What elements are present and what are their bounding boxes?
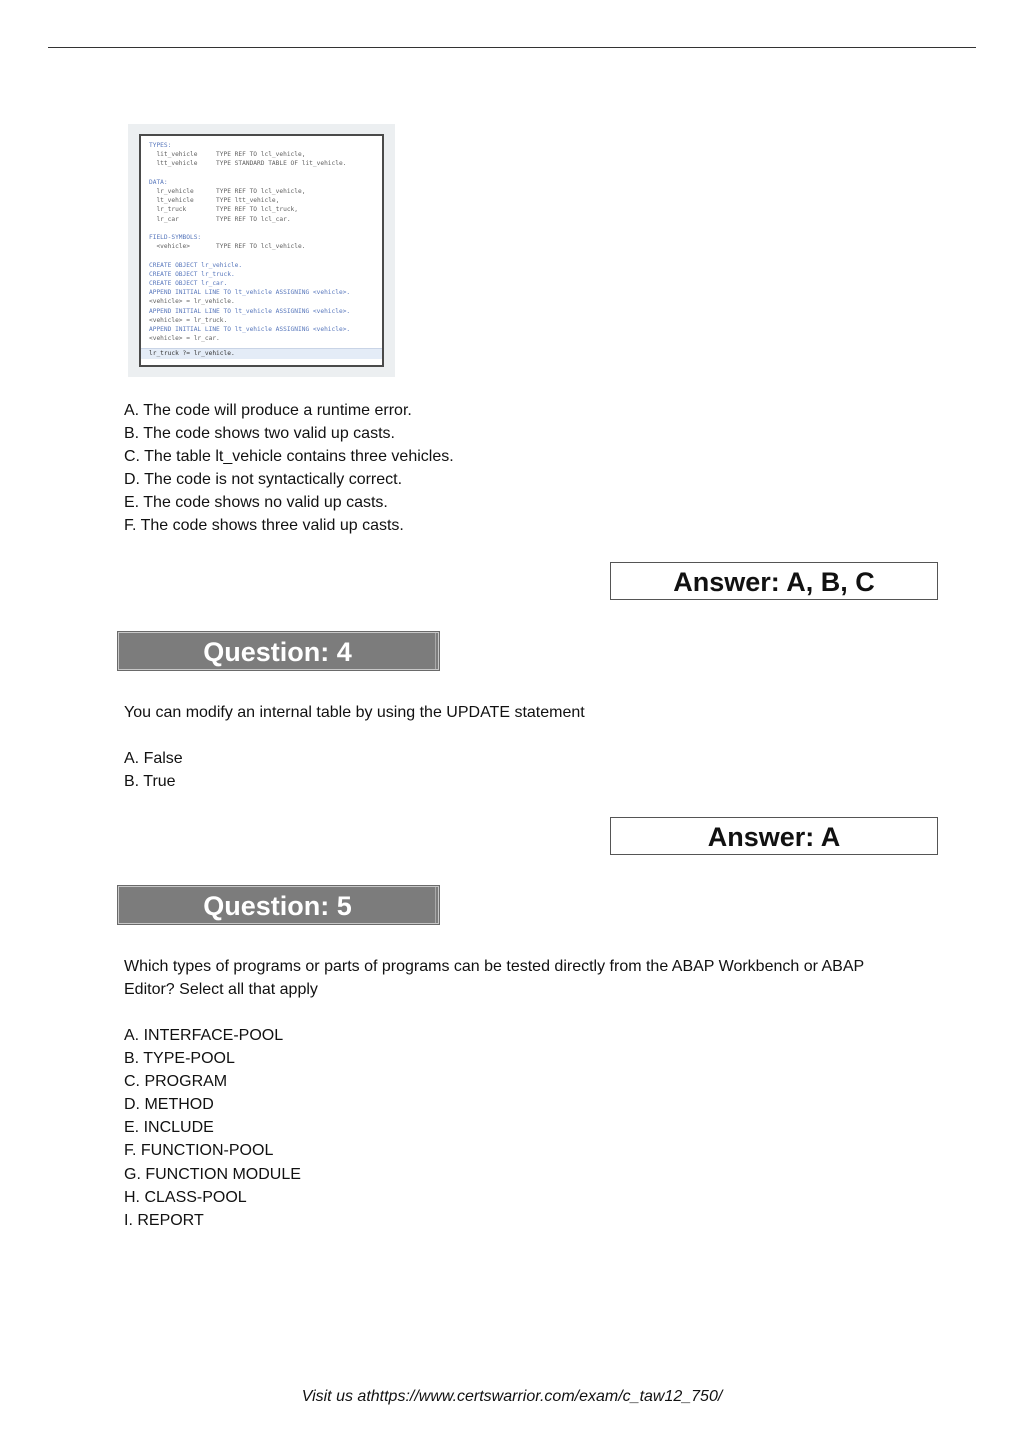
code-line: CREATE OBJECT lr_truck. xyxy=(149,270,235,278)
code-line: <vehicle> = lr_car. xyxy=(149,335,220,343)
q4-banner xyxy=(118,632,439,670)
option-a: A. False xyxy=(124,750,183,767)
option-a: A. INTERFACE-POOL xyxy=(124,1027,284,1044)
footer-link[interactable]: Visit us athttps://www.certswarrior.com/exam/c_taw12_750/ xyxy=(301,1388,723,1405)
code-lines xyxy=(149,141,376,343)
code-screenshot xyxy=(128,124,395,377)
code-line xyxy=(149,251,376,260)
code-line: lit_vehicle TYPE REF TO lcl_vehicle, xyxy=(149,151,306,159)
code-line: APPEND INITIAL LINE TO lt_vehicle ASSIGNING <vehicle>. xyxy=(149,326,351,334)
option-e: E. INCLUDE xyxy=(124,1119,214,1137)
option-c: C. PROGRAM xyxy=(124,1073,228,1091)
code-line: lr_truck TYPE REF TO lcl_truck, xyxy=(149,206,299,214)
q5-question-text xyxy=(124,955,864,1001)
code-line: CREATE OBJECT lr_vehicle. xyxy=(149,261,243,269)
q5-text-line-1: Which types of programs or parts of programs can be tested directly from the ABAP Workbench or ABAP xyxy=(124,958,865,975)
option-d: D. The code is not syntactically correct. xyxy=(124,471,403,489)
code-line: DATA: xyxy=(149,178,168,186)
q5-text-line-2: Editor? Select all that apply xyxy=(124,981,318,999)
option-i: I. REPORT xyxy=(124,1211,204,1229)
code-line: <vehicle> TYPE REF TO lcl_vehicle. xyxy=(149,243,306,251)
header-rule xyxy=(48,47,976,48)
code-line: TYPES: xyxy=(149,142,172,149)
banner-edge xyxy=(435,887,436,923)
option-b: B. TYPE-POOL xyxy=(124,1050,235,1068)
option-b: B. The code shows two valid up casts. xyxy=(124,425,395,443)
code-line: FIELD-SYMBOLS: xyxy=(149,234,202,241)
code-line: APPEND INITIAL LINE TO lt_vehicle ASSIGNING <vehicle>. xyxy=(149,307,351,315)
q3-answer-box: Answer: A, B, C xyxy=(610,562,938,600)
code-line: lt_vehicle TYPE ltt_vehicle, xyxy=(149,197,280,205)
q5-options xyxy=(124,1024,301,1232)
code-editor-frame xyxy=(139,134,384,367)
option-e: E. The code shows no valid up casts. xyxy=(124,494,388,512)
option-b: B. True xyxy=(124,773,176,791)
option-g: G. FUNCTION MODULE xyxy=(124,1165,301,1183)
q3-options xyxy=(124,399,454,538)
banner-edge xyxy=(435,633,436,669)
q4-options xyxy=(124,747,183,793)
option-h: H. CLASS-POOL xyxy=(124,1188,247,1206)
code-line: lr_car TYPE REF TO lcl_car. xyxy=(149,215,291,223)
option-d: D. METHOD xyxy=(124,1096,214,1114)
q4-title: Question: 4 xyxy=(203,637,352,667)
code-line: <vehicle> = lr_truck. xyxy=(149,316,228,324)
code-line xyxy=(149,169,376,178)
option-c: C. The table lt_vehicle contains three vehicles. xyxy=(124,448,454,466)
q4-answer-box: Answer: A xyxy=(610,817,938,855)
q5-title: Question: 5 xyxy=(203,891,352,921)
option-f: F. The code shows three valid up casts. xyxy=(124,517,404,535)
code-last-line: lr_truck ?= lr_vehicle. xyxy=(141,348,382,359)
option-a: A. The code will produce a runtime error. xyxy=(124,402,412,419)
code-line: CREATE OBJECT lr_car. xyxy=(149,280,228,287)
option-f: F. FUNCTION-POOL xyxy=(124,1142,274,1160)
q5-banner xyxy=(118,886,439,924)
code-line: ltt_vehicle TYPE STANDARD TABLE OF lit_vehicle. xyxy=(149,160,347,168)
q4-question-text: You can modify an internal table by using the UPDATE statement xyxy=(124,704,585,721)
code-line: lr_vehicle TYPE REF TO lcl_vehicle, xyxy=(149,188,306,195)
code-line: <vehicle> = lr_vehicle. xyxy=(149,298,235,306)
code-line: APPEND INITIAL LINE TO lt_vehicle ASSIGNING <vehicle>. xyxy=(149,289,351,297)
code-line xyxy=(149,224,376,233)
